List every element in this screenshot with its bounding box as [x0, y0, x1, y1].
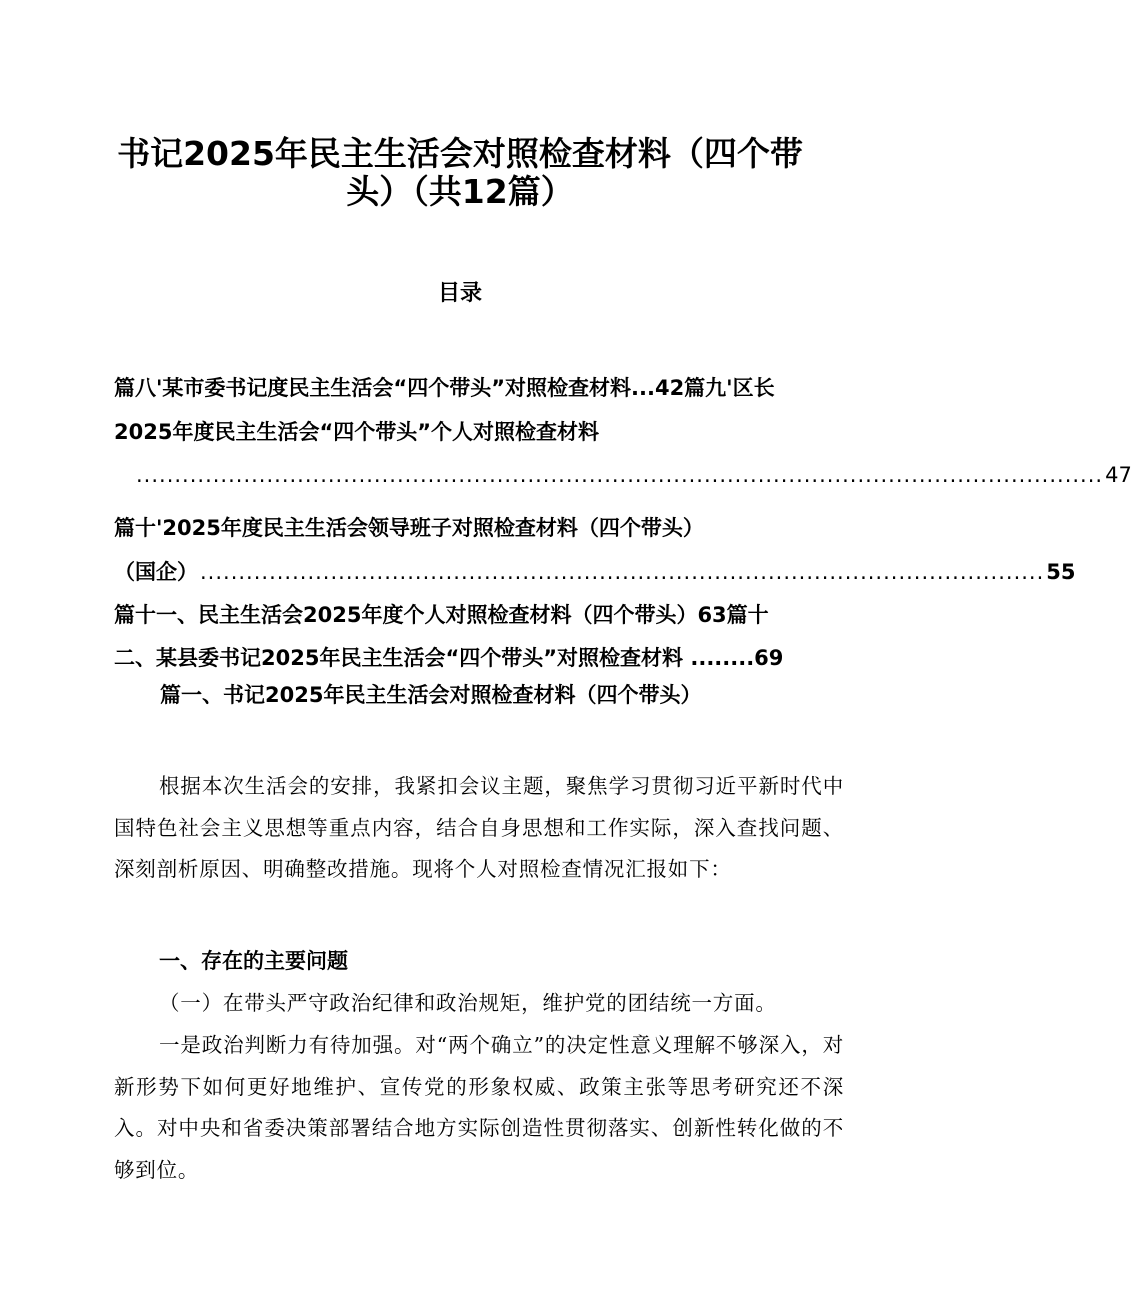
- subsection-heading: （一）在带头严守政治纪律和政治规矩，维护党的团结统一方面。: [159, 991, 777, 1015]
- toc-page-number: 47: [1105, 463, 1132, 487]
- toc-entry-text: （国企）: [114, 560, 198, 584]
- article-heading: 篇一、书记2025年民主生活会对照检查材料（四个带头）: [160, 683, 702, 707]
- document-title-line-1: 书记2025年民主生活会对照检查材料（四个带: [117, 134, 803, 173]
- body-paragraph: 一是政治判断力有待加强。对“两个确立”的决定性意义理解不够深入，对新形势下如何更好地维护、宣传党的形象权威、政策主张等思考研究还不深入。对中央和省委决策部署结合地方实际创造性贯彻落实、创新性转化做的不够到位。: [114, 1033, 844, 1182]
- toc-entry-line-5: [114, 557, 1076, 587]
- toc-entry-line-3: [134, 460, 1132, 490]
- toc-entry-line-7: 二、某县委书记2025年民主生活会“四个带头”对照检查材料 ........69: [114, 646, 784, 670]
- toc-page-number: 55: [1046, 560, 1076, 584]
- toc-heading: 目录: [437, 281, 482, 306]
- document-title-line-2: 头）（共12篇）: [346, 172, 574, 211]
- section-heading: 一、存在的主要问题: [159, 949, 348, 973]
- toc-entry-line-6: 篇十一、民主生活会2025年度个人对照检查材料（四个带头）63篇十: [114, 603, 769, 627]
- toc-leader-dots: ..............................................................................................................: [200, 560, 1045, 584]
- toc-entry-line-2: 2025年度民主生活会“四个带头”个人对照检查材料: [114, 420, 600, 444]
- intro-paragraph: 根据本次生活会的安排，我紧扣会议主题，聚焦学习贯彻习近平新时代中国特色社会主义思想等重点内容，结合自身思想和工作实际，深入查找问题、深刻剖析原因、明确整改措施。现将个人对照检查情况汇报如下：: [114, 774, 844, 881]
- toc-entry-line-1: 篇八'某市委书记度民主生活会“四个带头”对照检查材料...42篇九'区长: [114, 376, 775, 400]
- toc-entry-line-4: 篇十'2025年度民主生活会领导班子对照检查材料（四个带头）: [114, 516, 704, 540]
- toc-leader-dots: ..............................................................................................................................: [136, 463, 1104, 487]
